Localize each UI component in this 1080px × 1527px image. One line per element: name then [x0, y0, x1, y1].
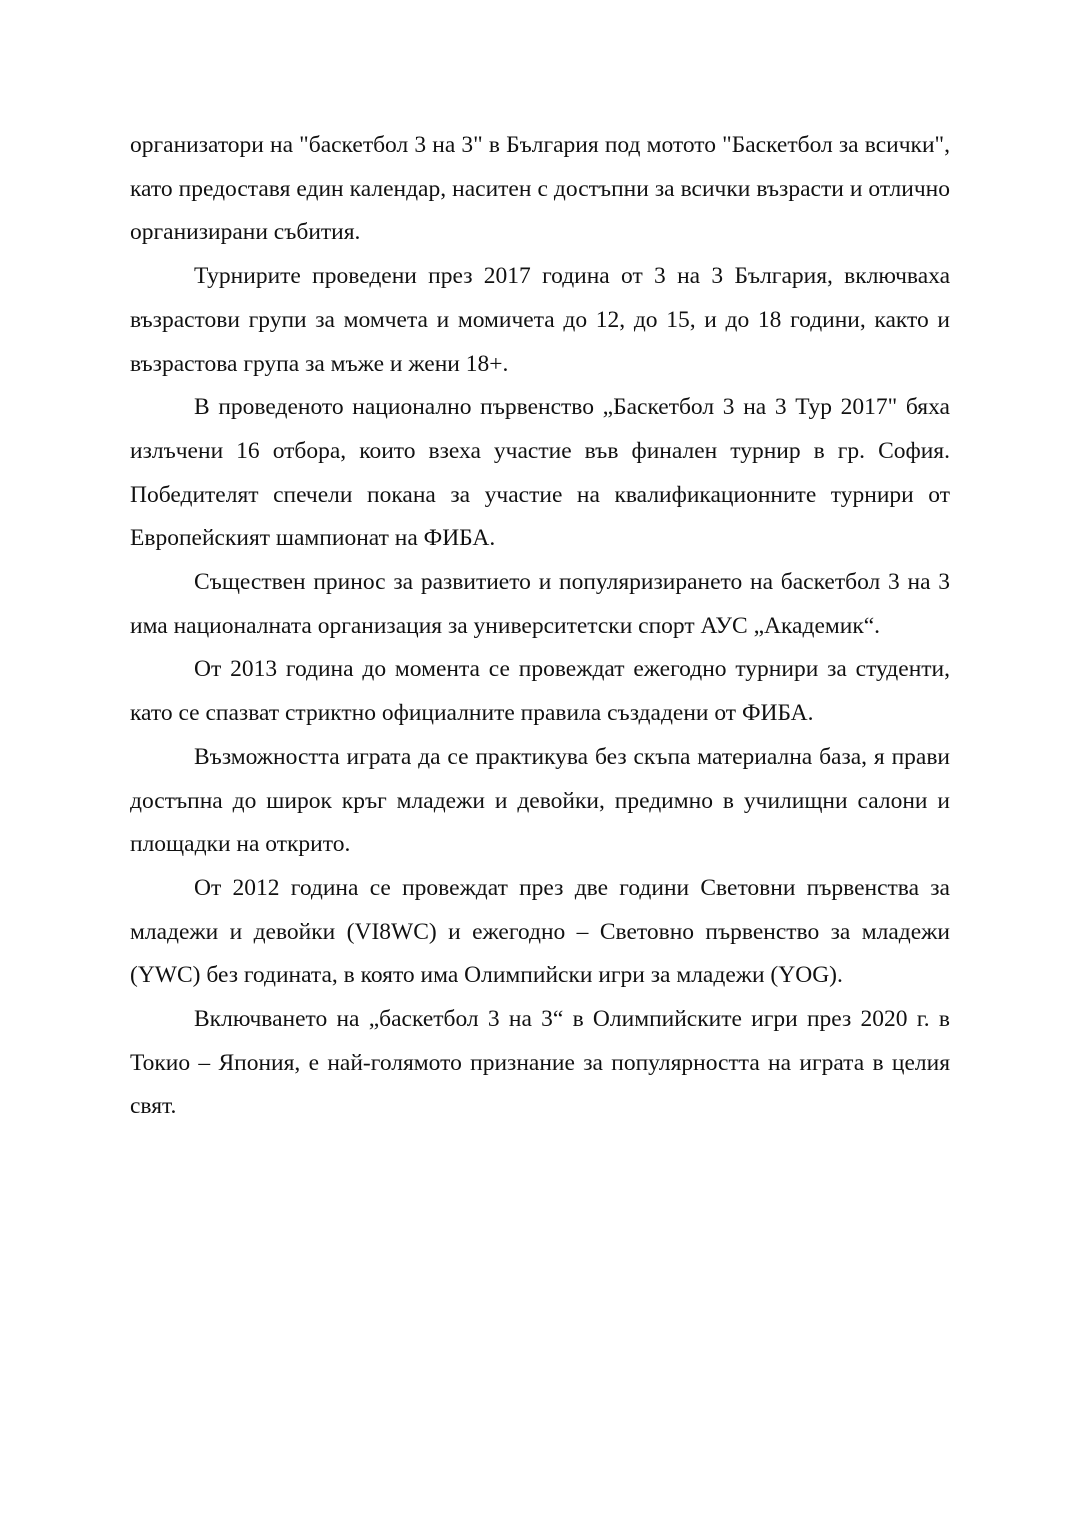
paragraph-world-championships: От 2012 година се провеждат през две години Световни първенства за младежи и девойки (VI8WC) и ежегодно – Световно първенство за младежи (YWC) без годината, в която има Олимпийски игри за младежи (YOG).	[130, 874, 950, 989]
paragraph-accessibility: Възможността играта да се практикува без скъпа материална база, я прави достъпна до широк кръг младежи и девойки, предимно в училищни салони и площадки на открито.	[130, 743, 950, 858]
document-body	[130, 124, 950, 1129]
paragraph-aus-akademik: Съществен принос за развитието и популяризирането на баскетбол 3 на 3 има националната организация за университетски спорт АУС „Академик“.	[130, 569, 950, 639]
paragraph-olympics-2020: Включването на „баскетбол 3 на 3“ в Олимпийските игри през 2020 г. в Токио – Япония, е най-голямото признание за популярността на играта в целия свят.	[130, 1006, 950, 1120]
paragraph-tournaments-2017: Турнирите проведени през 2017 година от 3 на 3 България, включваха възрастови групи за момчета и момичета до 12, до 15, и до 18 години, както и възрастова група за мъже и жени 18+.	[130, 263, 950, 377]
paragraph-student-tournaments: От 2013 година до момента се провеждат ежегодно турнири за студенти, като се спазват стриктно официалните правила създадени от ФИБА.	[130, 656, 950, 727]
paragraph-national-championship: В проведеното национално първенство „Баскетбол 3 на 3 Тур 2017" бяха излъчени 16 отбора, които взеха участие във финален турнир в гр. София. Победителят спечели покана за участие на квалификационните турнири от Европейският шампионат на ФИБА.	[130, 394, 950, 552]
paragraph-continued: организатори на "баскетбол 3 на 3" в България под мотото "Баскетбол за всички", като предоставя един календар, наситен с достъпни за всички възрасти и отлично организирани събития.	[130, 132, 950, 246]
